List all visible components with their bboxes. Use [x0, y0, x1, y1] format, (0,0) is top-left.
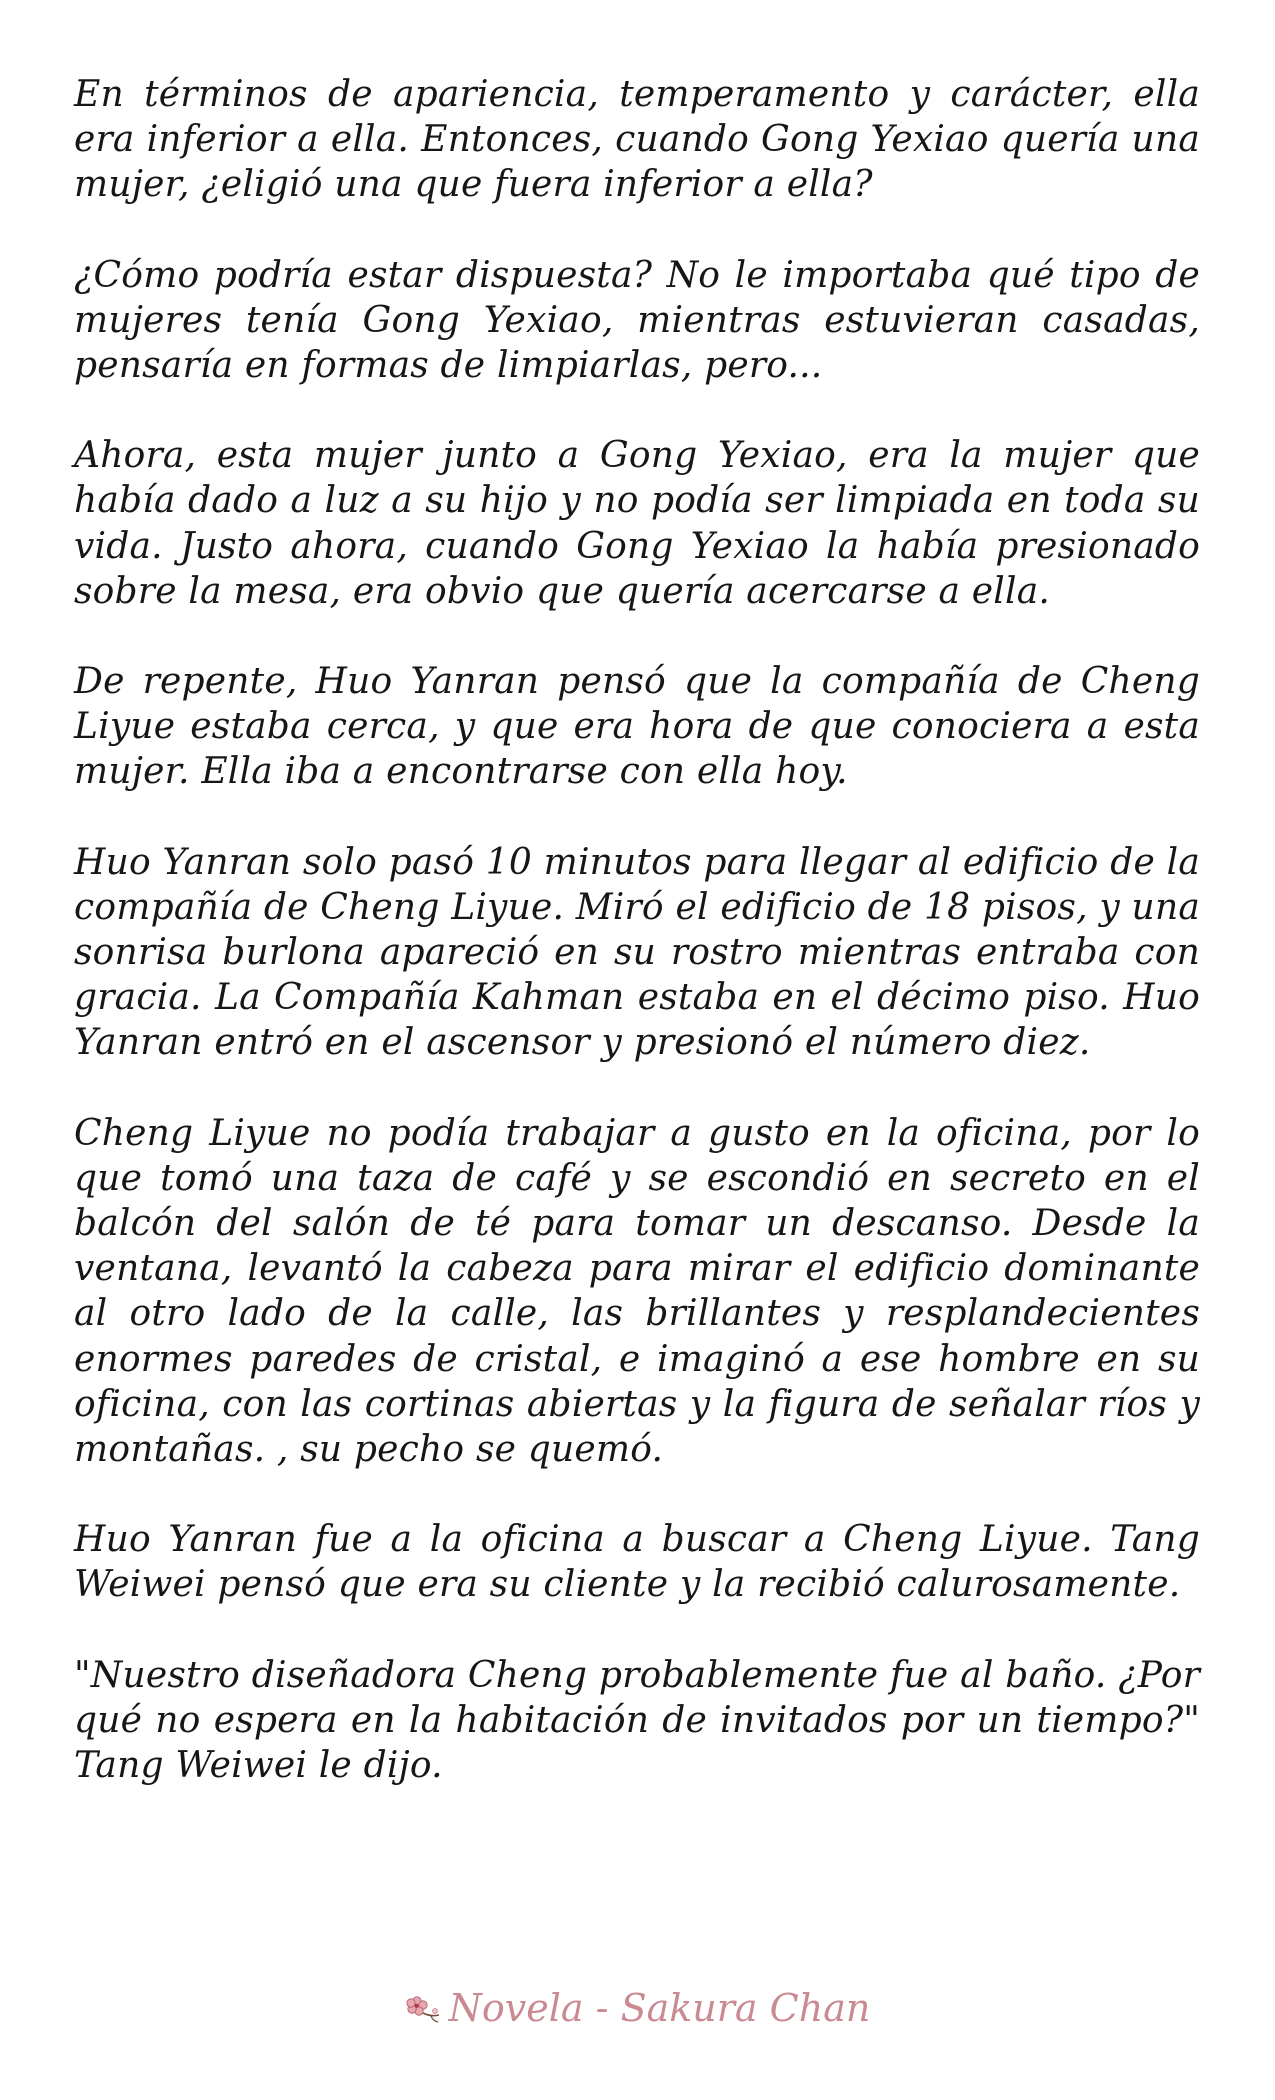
document-body — [74, 72, 1200, 1833]
paragraph: Huo Yanran fue a la oficina a buscar a Cheng Liyue. Tang Weiwei pensó que era su cliente y la recibió calurosamente. — [74, 1519, 1200, 1606]
paragraph: "Nuestro diseñadora Cheng probablemente fue al baño. ¿Por qué no espera en la habitación de invitados por un tiempo?" Tang Weiwei le dijo. — [74, 1654, 1200, 1787]
watermark — [0, 1986, 1275, 2030]
paragraph: Cheng Liyue no podía trabajar a gusto en la oficina, por lo que tomó una taza de café y se escondió en secreto en el balcón del salón de té para tomar un descanso. Desde la ventana, levantó la cabeza para mirar el edificio dominante al otro lado de la calle, las brillantes y resplandecientes enormes paredes de cristal, e imaginó a ese hombre en su oficina, con las cortinas abiertas y la figura de señalar ríos y montañas. , su pecho se quemó. — [74, 1112, 1200, 1471]
sakura-blossom-icon — [405, 1993, 443, 2025]
watermark-text: Novela - Sakura Chan — [448, 1986, 871, 2030]
paragraph: ¿Cómo podría estar dispuesta? No le importaba qué tipo de mujeres tenía Gong Yexiao, mientras estuvieran casadas, pensaría en formas de limpiarlas, pero... — [74, 254, 1200, 387]
paragraph: Huo Yanran solo pasó 10 minutos para llegar al edificio de la compañía de Cheng Liyue. Miró el edificio de 18 pisos, y una sonrisa burlona apareció en su rostro mientras entraba con gracia. La Compañía Kahman estaba en el décimo piso. Huo Yanran entró en el ascensor y presionó el número diez. — [74, 841, 1200, 1064]
paragraph: De repente, Huo Yanran pensó que la compañía de Cheng Liyue estaba cerca, y que era hora de que conociera a esta mujer. Ella iba a encontrarse con ella hoy. — [74, 661, 1200, 793]
paragraph: En términos de apariencia, temperamento y carácter, ella era inferior a ella. Entonces, cuando Gong Yexiao quería una mujer, ¿eligió una que fuera inferior a ella? — [74, 74, 1200, 206]
paragraph: Ahora, esta mujer junto a Gong Yexiao, era la mujer que había dado a luz a su hijo y no podía ser limpiada en toda su vida. Justo ahora, cuando Gong Yexiao la había presionado sobre la mesa, era obvio que quería acercarse a ella. — [74, 435, 1200, 612]
